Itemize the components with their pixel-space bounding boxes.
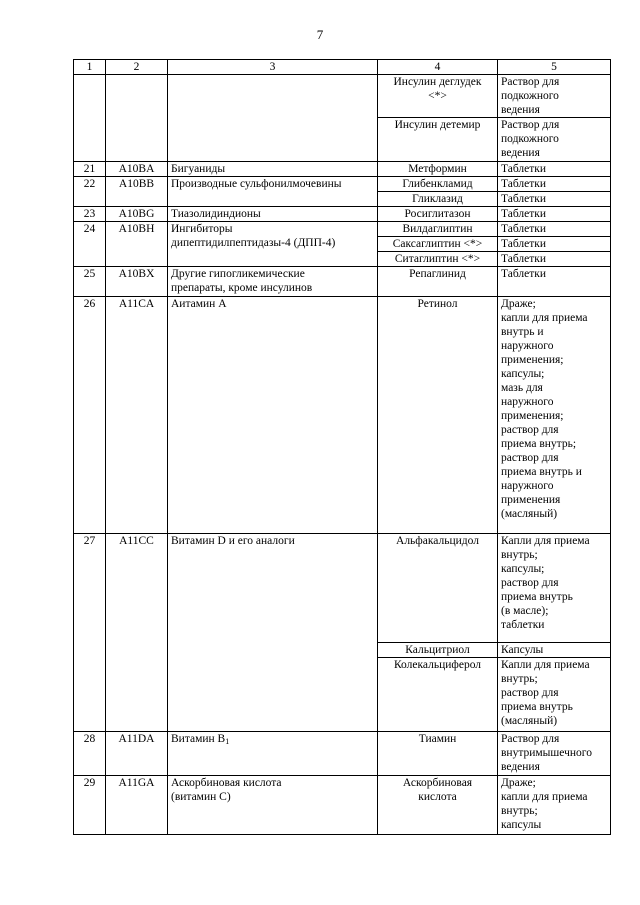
dosage-form-text: Таблетки — [501, 223, 547, 235]
group-name-text: Витамин B — [171, 733, 226, 745]
dosage-form-text: Таблетки — [501, 178, 547, 190]
drug-name-text: Гликлазид — [412, 193, 463, 205]
drug-name — [378, 252, 498, 267]
atc-code — [106, 177, 168, 207]
atc-code — [106, 207, 168, 222]
dosage-form-text: Раствор для подкожного ведения — [501, 119, 560, 159]
dosage-form — [498, 118, 611, 162]
dosage-form-text: Капсулы — [501, 644, 544, 656]
atc-code-text: A10BH — [118, 223, 155, 235]
atc-code-text: A11GA — [118, 777, 155, 789]
drug-name — [378, 222, 498, 237]
dosage-form-text: Капли для приема внутрь; раствор для приема внутрь (масляный) — [501, 659, 590, 727]
drug-name — [378, 177, 498, 192]
drug-name-text: Росиглитазон — [404, 208, 471, 220]
dosage-form — [498, 162, 611, 177]
atc-code-text: A11DA — [118, 733, 155, 745]
atc-code — [106, 776, 168, 835]
atc-code-text: A10BB — [118, 178, 155, 190]
row-number-text: 23 — [83, 208, 96, 220]
group-name-text: Аитамин А — [171, 298, 227, 310]
row-number-text: 25 — [83, 268, 96, 280]
dosage-form — [498, 658, 611, 732]
row-number — [74, 207, 106, 222]
group-name-text: Бигуаниды — [171, 163, 226, 175]
dosage-form — [498, 237, 611, 252]
group-name-text: Ингибиторы дипептидилпептидазы-4 (ДПП-4) — [171, 223, 336, 249]
dosage-form-text: Таблетки — [501, 268, 547, 280]
drug-name-text: Кальцитриол — [405, 644, 470, 656]
dosage-form — [498, 222, 611, 237]
drug-name — [378, 118, 498, 162]
group-name — [168, 534, 378, 732]
drug-name — [378, 732, 498, 776]
group-name — [168, 222, 378, 267]
dosage-form-text: Капли для приема внутрь; капсулы; раствор для приема внутрь (в масле); таблетки — [501, 535, 590, 631]
dosage-form — [498, 207, 611, 222]
group-name — [168, 177, 378, 207]
drug-name-text: Репаглинид — [409, 268, 466, 280]
group-name — [168, 732, 378, 776]
header-cell-4: 4 — [378, 60, 498, 75]
dosage-form-text: Драже; капли для приема внутрь и наружного применения; капсулы; мазь для наружного применения; раствор для приема внутрь; раствор для приема внутрь и наружного применения (масляный) — [501, 298, 588, 520]
dosage-form-text: Таблетки — [501, 253, 547, 265]
group-name-text: Витамин D и его аналоги — [171, 535, 295, 547]
row-number-text: 26 — [83, 298, 96, 310]
row-number-text: 28 — [83, 733, 96, 745]
atc-code — [106, 732, 168, 776]
group-name — [168, 297, 378, 534]
dosage-form-text: Драже; капли для приема внутрь; капсулы — [501, 777, 588, 831]
group-name — [168, 267, 378, 297]
header-cell-2: 2 — [106, 60, 168, 75]
dosage-form — [498, 643, 611, 658]
atc-code-text: A10BA — [118, 163, 155, 175]
dosage-form — [498, 534, 611, 643]
header-cell-1: 1 — [74, 60, 106, 75]
row-number — [74, 776, 106, 835]
drug-name-text: Глибенкламид — [402, 178, 473, 190]
drug-name-text: Саксаглиптин <*> — [392, 238, 483, 250]
dosage-form-text: Таблетки — [501, 238, 547, 250]
row-number — [74, 732, 106, 776]
dosage-form — [498, 252, 611, 267]
drug-name-text: Колекальциферол — [393, 659, 482, 671]
drug-name-text: Аскорбиновая кислота — [402, 777, 473, 803]
atc-code — [106, 162, 168, 177]
drug-name-text: Вилдаглиптин — [402, 223, 473, 235]
header-cell-3: 3 — [168, 60, 378, 75]
drug-name — [378, 658, 498, 732]
row-number — [74, 297, 106, 534]
dosage-form-text: Раствор для внутримышечного ведения — [501, 733, 592, 773]
row-number-text: 29 — [83, 777, 96, 789]
group-name-text: Тиазолидиндионы — [171, 208, 261, 220]
table-row — [74, 534, 611, 643]
group-name-text: Аскорбиновая кислота (витамин С) — [171, 777, 282, 803]
dosage-form — [498, 297, 611, 534]
row-number — [74, 162, 106, 177]
row-number — [74, 75, 106, 162]
row-number — [74, 222, 106, 267]
drug-name-text: Ретинол — [417, 298, 458, 310]
drug-name-text: Метформин — [408, 163, 467, 175]
table-row — [74, 207, 611, 222]
drug-name — [378, 534, 498, 643]
dosage-form-text: Раствор для подкожного ведения — [501, 76, 560, 116]
row-number — [74, 177, 106, 207]
row-number-text: 22 — [83, 178, 96, 190]
atc-code — [106, 297, 168, 534]
drug-name — [378, 192, 498, 207]
atc-code — [106, 267, 168, 297]
drug-name — [378, 207, 498, 222]
group-name — [168, 75, 378, 162]
group-name — [168, 207, 378, 222]
atc-code-text: A11CA — [118, 298, 155, 310]
table-row — [74, 776, 611, 835]
table-header-row — [74, 60, 611, 75]
drug-list-table — [73, 59, 611, 835]
drug-name — [378, 297, 498, 534]
group-name-text: Производные сульфонилмочевины — [171, 178, 342, 190]
table-row — [74, 732, 611, 776]
row-number — [74, 534, 106, 732]
dosage-form — [498, 267, 611, 297]
dosage-form-text: Таблетки — [501, 193, 547, 205]
table-row — [74, 162, 611, 177]
dosage-form — [498, 776, 611, 835]
row-number-text: 21 — [83, 163, 96, 175]
dosage-form — [498, 75, 611, 118]
atc-code — [106, 222, 168, 267]
subscript: 1 — [225, 737, 230, 746]
atc-code-text: A10BX — [118, 268, 155, 280]
drug-name-text: Альфакальцидол — [396, 535, 479, 547]
drug-name — [378, 162, 498, 177]
table-row — [74, 297, 611, 534]
table-row — [74, 177, 611, 192]
row-number — [74, 267, 106, 297]
page-number: 7 — [316, 27, 324, 42]
drug-name — [378, 267, 498, 297]
dosage-form — [498, 192, 611, 207]
atc-code-text: A11CC — [119, 535, 154, 547]
drug-name-text: Ситаглиптин <*> — [394, 253, 481, 265]
drug-name-text: Инсулин деглудек <*> — [393, 76, 482, 102]
drug-name — [378, 643, 498, 658]
group-name-text: Другие гипогликемические препараты, кроме инсулинов — [171, 268, 313, 294]
atc-code — [106, 534, 168, 732]
drug-name-text: Тиамин — [418, 733, 457, 745]
table-row — [74, 75, 611, 118]
row-number-text: 27 — [83, 535, 96, 547]
header-cell-5: 5 — [498, 60, 611, 75]
group-name — [168, 162, 378, 177]
dosage-form — [498, 732, 611, 776]
group-name — [168, 776, 378, 835]
dosage-form-text: Таблетки — [501, 208, 547, 220]
table-row — [74, 267, 611, 297]
atc-code-text: A10BG — [118, 208, 155, 220]
drug-name — [378, 237, 498, 252]
dosage-form-text: Таблетки — [501, 163, 547, 175]
table-row — [74, 222, 611, 237]
drug-name — [378, 776, 498, 835]
atc-code — [106, 75, 168, 162]
drug-name — [378, 75, 498, 118]
dosage-form — [498, 177, 611, 192]
row-number-text: 24 — [83, 223, 96, 235]
drug-name-text: Инсулин детемир — [394, 119, 481, 131]
